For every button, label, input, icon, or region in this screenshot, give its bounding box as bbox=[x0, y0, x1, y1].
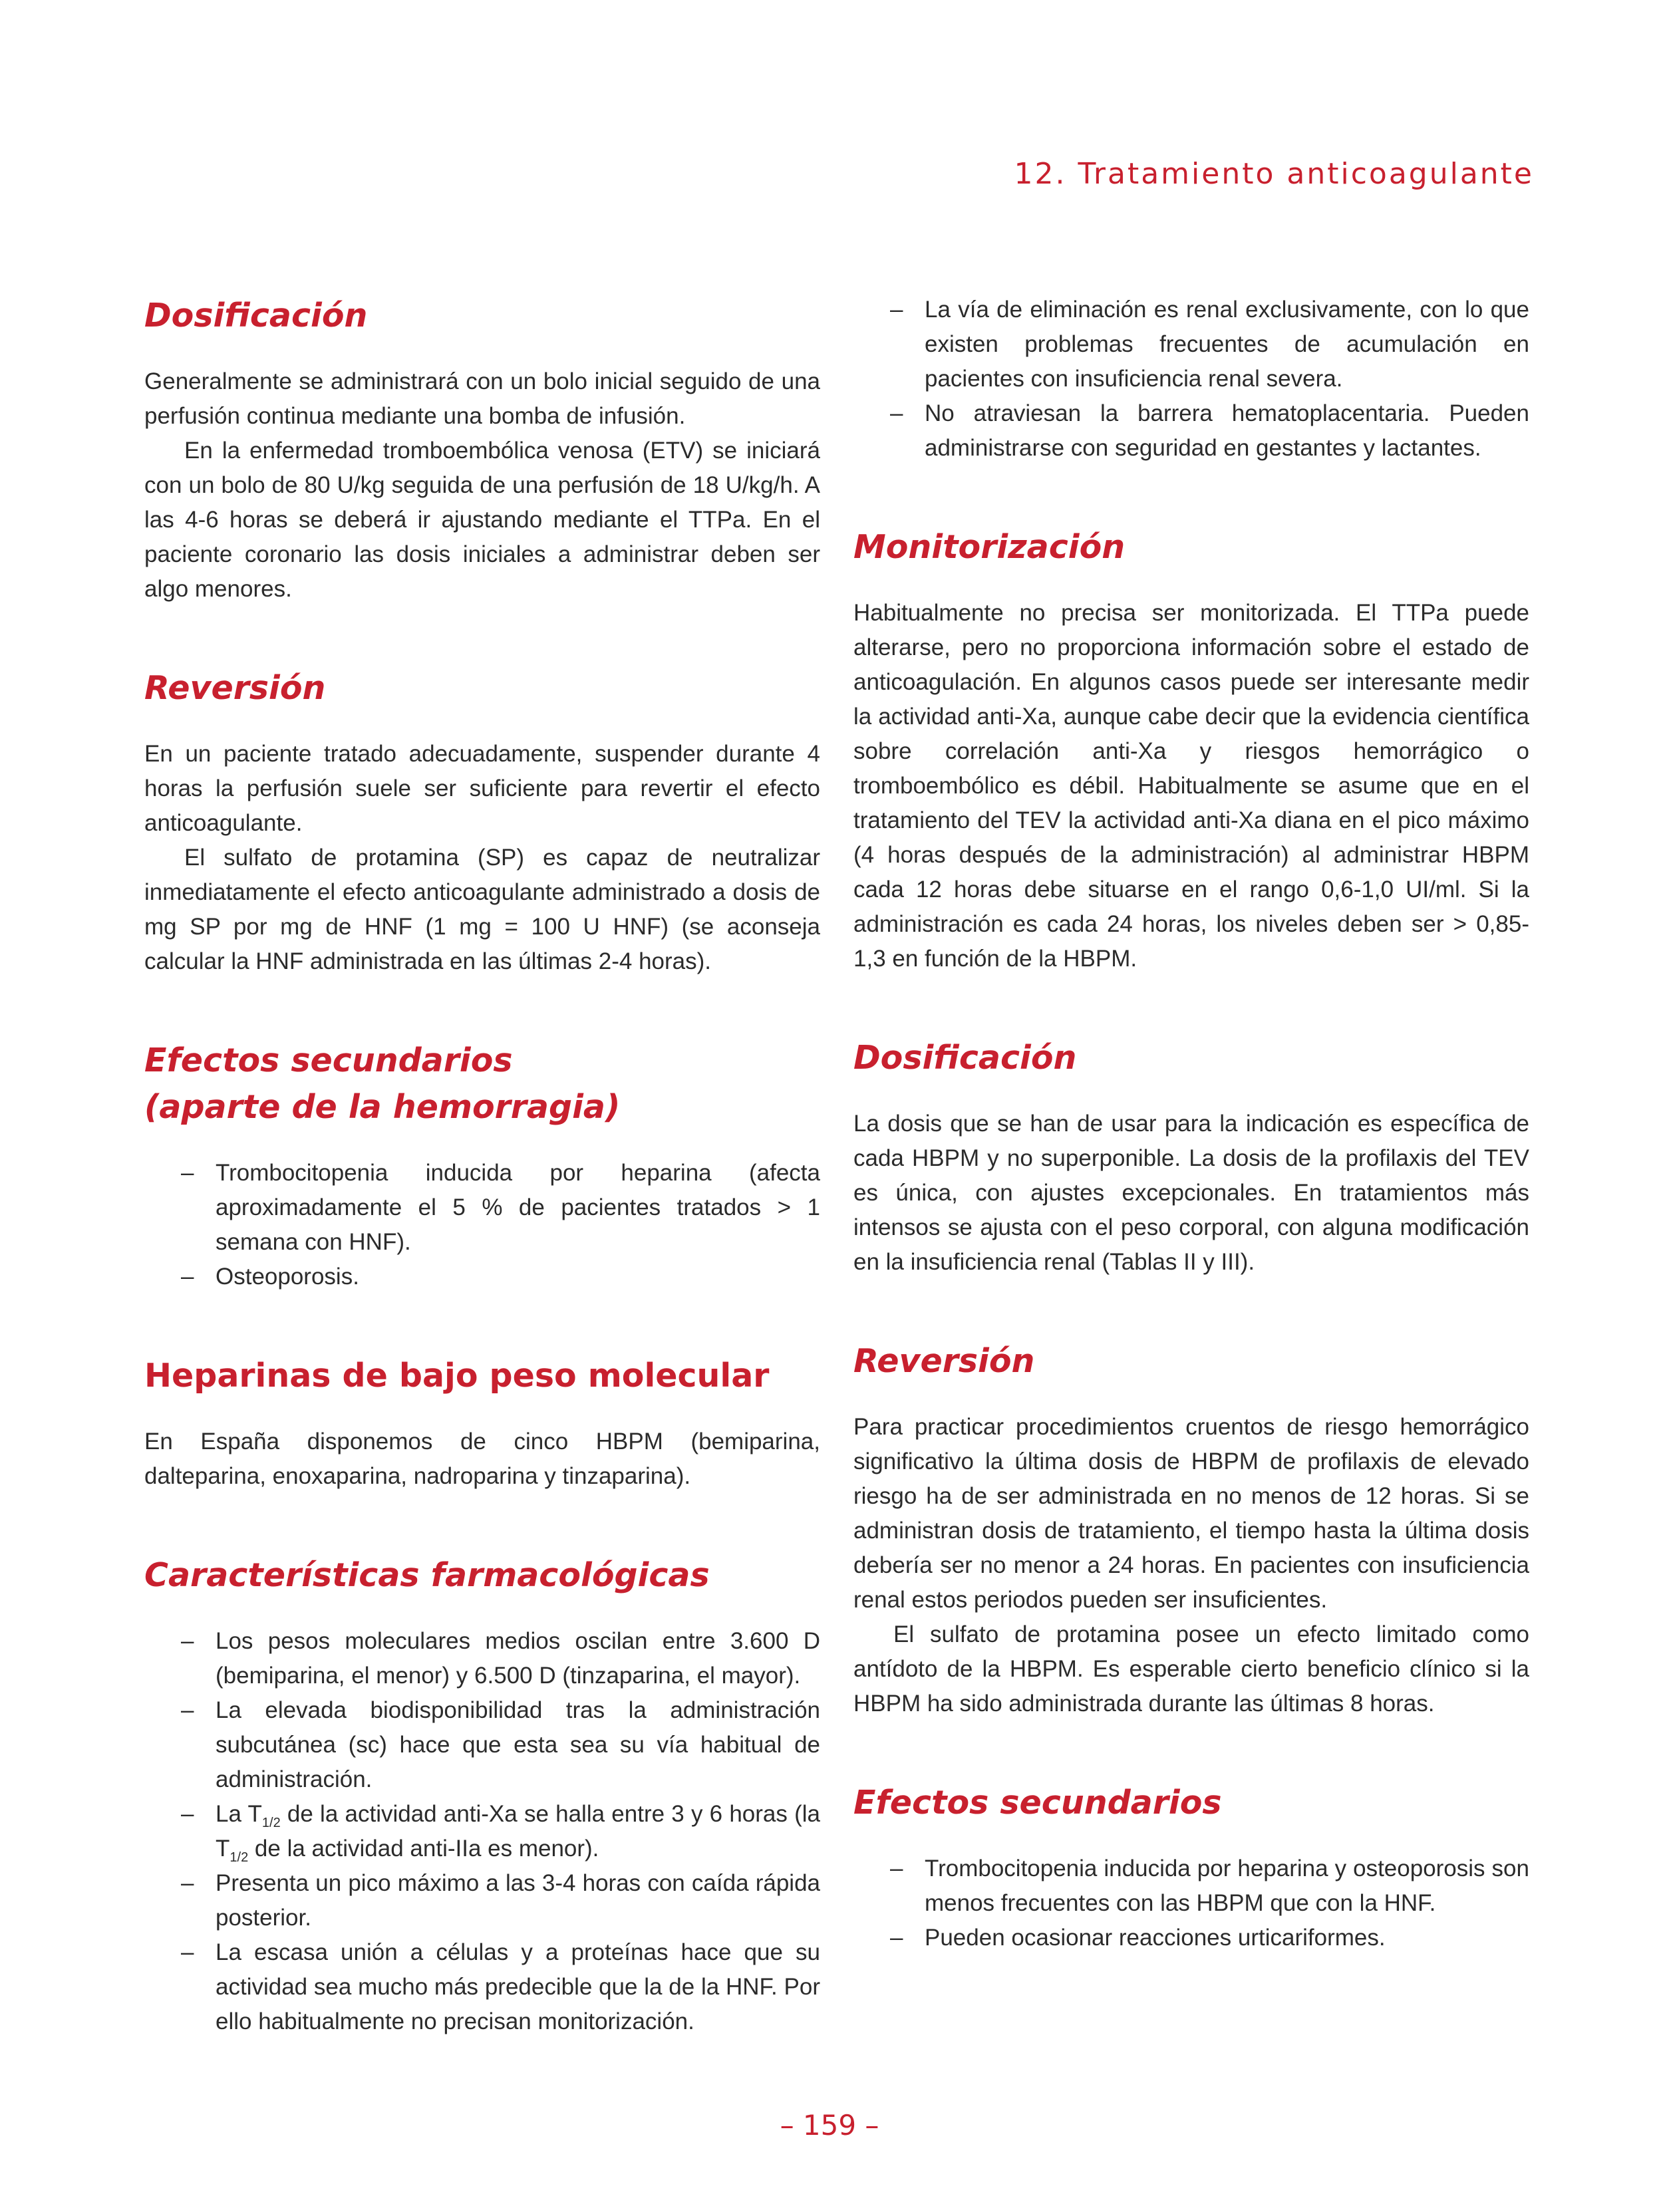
paragraph: El sulfato de protamina posee un efecto limitado como antídoto de la HBPM. Es esperable cierto beneficio clínico si la HBPM ha sido administrada durante las últimas 8 horas. bbox=[853, 1621, 1529, 1717]
section-hbpm bbox=[144, 1353, 820, 1494]
section-title: Características farmacológicas bbox=[144, 1556, 710, 1594]
section-efectos-hnf bbox=[144, 1037, 820, 1294]
section-title: Dosificación bbox=[144, 297, 368, 335]
paragraph: En la enfermedad tromboembólica venosa (ETV) se iniciará con un bolo de 80 U/kg seguida de una perfusión de 18 U/kg/h. A las 4-6 horas se deberá ir ajustando mediante el TTPa. En el paciente coronario las dosis iniciales a administrar deben ser algo menores. bbox=[144, 438, 820, 602]
section-caracteristicas bbox=[144, 1552, 820, 2039]
paragraph: La dosis que se han de usar para la indicación es específica de cada HBPM y no superponible. La dosis de la profilaxis del TEV es única, con ajustes excepcionales. En tratamientos más intensos se ajusta con el peso corporal, con alguna modificación en la insuficiencia renal (Tablas II y III). bbox=[853, 1111, 1529, 1275]
section-title-line: (aparte de la hemorragia) bbox=[144, 1088, 621, 1126]
text-run: de la actividad anti-IIa es menor). bbox=[248, 1836, 599, 1862]
paragraph: Habitualmente no precisa ser monitorizada. El TTPa puede alterarse, pero no proporciona información sobre el estado de anticoagulación. En algunos casos puede ser interesante medir la actividad anti-Xa, aunque cabe decir que la evidencia científica sobre correlación anti-Xa y riesgos hemorrágico o tromboembólico es débil. Habitualmente se asume que en el tratamiento del TEV la actividad anti-Xa diana en el pico máximo (4 horas después de la administración) al administrar HBPM cada 12 horas debe situarse en el rango 0,6-1,0 UI/ml. Si la administración es cada 24 horas, los niveles deben ser > 0,85-1,3 en función de la HBPM. bbox=[853, 600, 1529, 972]
dash-list bbox=[144, 1156, 820, 1294]
section-title: Heparinas de bajo peso molecular bbox=[144, 1357, 770, 1395]
right-column bbox=[853, 293, 1529, 2014]
section-continued-list bbox=[853, 293, 1529, 466]
dash-list bbox=[853, 293, 1529, 466]
section-title: Reversión bbox=[853, 1342, 1035, 1380]
section-monitorizacion bbox=[853, 524, 1529, 976]
dash-list bbox=[144, 1624, 820, 2039]
subscript: 1/2 bbox=[261, 1816, 281, 1830]
paragraph: El sulfato de protamina (SP) es capaz de neutralizar inmediatamente el efecto anticoagulante administrado a dosis de mg SP por mg de HNF (1 mg = 100 U HNF) (se aconseja calcular la HNF administrada en las últimas 2-4 horas). bbox=[144, 845, 820, 974]
section-title-line: Efectos secundarios bbox=[144, 1041, 513, 1079]
list-item: – Presenta un pico máximo a las 3-4 horas con caída rápida posterior. bbox=[216, 1866, 820, 1935]
list-item: – No atraviesan la barrera hematoplacentaria. Pueden administrarse con seguridad en gestantes y lactantes. bbox=[925, 396, 1529, 466]
dash-list bbox=[853, 1852, 1529, 1955]
text-run: de la actividad anti-Xa se halla entre 3 y 6 horas (la T bbox=[216, 1801, 820, 1862]
section-title: Monitorización bbox=[853, 528, 1126, 566]
text-run: La T bbox=[216, 1801, 262, 1827]
section-dosificacion-hnf bbox=[144, 293, 820, 607]
subscript: 1/2 bbox=[229, 1850, 249, 1865]
list-item: – La vía de eliminación es renal exclusivamente, con lo que existen problemas frecuentes de acumulación en pacientes con insuficiencia renal severa. bbox=[925, 293, 1529, 396]
left-column bbox=[144, 293, 820, 2098]
section-reversion-hbpm bbox=[853, 1338, 1529, 1721]
running-head: 12. Tratamiento anticoagulante bbox=[1014, 157, 1534, 191]
list-item: – Pueden ocasionar reacciones urticariformes. bbox=[925, 1921, 1529, 1955]
page-number: – 159 – bbox=[780, 2109, 879, 2142]
list-item: – La elevada biodisponibilidad tras la administración subcutánea (sc) hace que esta sea su vía habitual de administración. bbox=[216, 1693, 820, 1797]
section-title bbox=[144, 1037, 820, 1131]
section-dosificacion-hbpm bbox=[853, 1035, 1529, 1280]
list-item bbox=[216, 1797, 820, 1866]
section-efectos-hbpm bbox=[853, 1780, 1529, 1955]
section-reversion-hnf bbox=[144, 665, 820, 979]
list-item: – Osteoporosis. bbox=[216, 1260, 820, 1294]
section-title: Reversión bbox=[144, 669, 326, 707]
list-item: – Trombocitopenia inducida por heparina y osteoporosis son menos frecuentes con las HBPM que con la HNF. bbox=[925, 1852, 1529, 1921]
list-item: – La escasa unión a células y a proteínas hace que su actividad sea mucho más predecible que la de la HNF. Por ello habitualmente no precisan monitorización. bbox=[216, 1935, 820, 2039]
list-item: – Los pesos moleculares medios oscilan entre 3.600 D (bemiparina, el menor) y 6.500 D (tinzaparina, el mayor). bbox=[216, 1624, 820, 1693]
section-title: Dosificación bbox=[853, 1039, 1077, 1077]
section-title: Efectos secundarios bbox=[853, 1784, 1222, 1822]
paragraph: En un paciente tratado adecuadamente, suspender durante 4 horas la perfusión suele ser suficiente para revertir el efecto anticoagulante. bbox=[144, 741, 820, 836]
paragraph: Para practicar procedimientos cruentos de riesgo hemorrágico significativo la última dosis de HBPM de profilaxis de elevado riesgo ha de ser administrada en no menos de 12 horas. Si se administran dosis de tratamiento, el tiempo hasta la última dosis debería ser no menor a 24 horas. En pacientes con insuficiencia renal estos periodos pueden ser insuficientes. bbox=[853, 1414, 1529, 1613]
paragraph: En España disponemos de cinco HBPM (bemiparina, dalteparina, enoxaparina, nadroparina y tinzaparina). bbox=[144, 1429, 820, 1489]
paragraph: Generalmente se administrará con un bolo inicial seguido de una perfusión continua mediante una bomba de infusión. bbox=[144, 368, 820, 429]
list-item: – Trombocitopenia inducida por heparina (afecta aproximadamente el 5 % de pacientes tratados > 1 semana con HNF). bbox=[216, 1156, 820, 1260]
